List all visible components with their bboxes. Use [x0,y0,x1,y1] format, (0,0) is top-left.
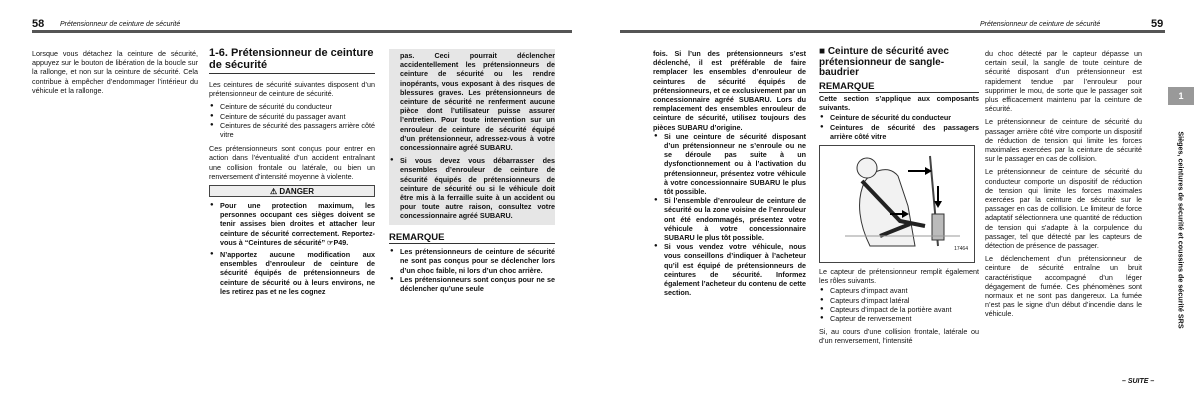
sensor-list [819,286,979,323]
paragraph: Le prétensionneur de ceinture de sécurité du conducteur comporte un dispositif de réduction de tension qui limite les forces maximales exercées par la ceinture de sécurité sur le passager en cas de collision. Le limiteur de force adaptatif sélectionnera une quantité de réduction de tension qui s’adapte à la corpulence du passager, tel que détecté par les capteurs de détection de présence de passager. [985,167,1142,251]
list-item: ● Si une ceinture de sécurité disposant d’un prétensionneur ne s’enroule ou ne se déroule pas suite à un dysfonctionnement ou à l’activation du prétensionneur, présentez votre véhicule à votre concessionnaire SUBARU le plus tôt possible. [653,132,806,196]
section-title-text: Ceinture de sécurité avec prétensionneur de sangle-baudrier [819,46,949,78]
remark-title: REMARQUE [819,82,979,94]
list-item: ● Les prétensionneurs sont conçus pour ne se déclencher qu’une seule [389,275,555,293]
list-item: ● Si vous vendez votre véhicule, nous vous conseillons d’indiquer à l’acheteur qu’il est équipé de prétensionneurs de ceintures de sécurité. Informez également l’acheteur du contenu de cette section. [653,242,806,297]
seatbelt-pretensioner-figure [820,146,974,262]
side-chapter-title-text: Sièges, ceintures de sécurité et coussins de sécurité SRS [1176,131,1186,329]
square-bullet-icon: ■ [819,46,828,57]
list-item: ● N’apportez aucune modification aux ensembles d’enrouleur de ceinture de sécurité équipés de prétensionneurs de ceinture de sécurité ou à leurs environs, ne les retirez pas et ne les cognez [209,250,375,296]
paragraph: Si, au cours d’une collision frontale, latérale ou d’un renversement, l’intensité [819,327,979,346]
list-item: ● Capteurs d’impact avant [819,286,979,295]
section-title [819,47,979,79]
right-column-3 [985,49,1142,323]
header-rule-left [32,30,572,33]
left-column-3 [389,49,555,293]
left-column-2 [209,47,375,296]
list-item: ● Capteurs d’impact latéral [819,296,979,305]
list-item: ● Capteur de renversement [819,314,979,323]
danger-continuation [389,49,555,225]
danger-list [209,201,375,296]
bullet-list [653,132,806,298]
list-item: ● Ceinture de sécurité du conducteur [209,102,375,111]
paragraph: Cette section s’applique aux composants suivants. [819,94,979,113]
list-item: ● Ceintures de sécurité des passagers arrière côté vitre [819,123,979,141]
section-title: 1-6. Prétensionneur de ceinture de sécurité [209,47,375,74]
remark-list [819,113,979,141]
page-header-left: Prétensionneur de ceinture de sécurité [60,21,181,28]
paragraph: Ces prétensionneurs sont conçus pour entrer en action dans l’éventualité d’un accident entraînant une collision frontale ou latérale, ou bien un renversement d’intensité moyenne à violente. [209,144,375,181]
remark-title: REMARQUE [389,233,555,245]
paragraph: Les ceintures de sécurité suivantes disposent d’un prétensionneur de ceinture de sécurité. [209,80,375,99]
page-number-right: 59 [1151,18,1164,30]
paragraph: pas. Ceci pourrait déclencher accidentellement les prétensionneurs de ceinture de sécurité ou les rendre inopérants, vous exposant à des risques de blessures graves. Les prétensionneurs de ceinture de sécurité ne renferment aucune pièce dont l’utilisateur puisse assurer l’entretien. Pour toute intervention sur un enrouleur de ceinture de sécurité équipé d’un prétensionneur, adressez-vous à votre concessionnaire agréé SUBARU. [400,51,555,153]
list-item: ● Ceintures de sécurité des passagers arrière côté vitre [209,121,375,139]
chapter-tab: 1 [1168,87,1194,105]
continued-footer: – SUITE – [1122,378,1155,385]
danger-label: DANGER [279,187,315,197]
bullet-list [209,102,375,139]
seatbelt-illustration [819,145,975,263]
paragraph: fois. Si l’un des prétensionneurs s’est déclenché, il est préférable de faire remplacer les ensembles d’enrouleur de ceintures de sécurité équipés de prétensionneurs, et ce exclusivement par un concessionnaire agréé SUBARU. Lors du remplacement des ensembles enrouleur de ceinture de sécurité, utilisez toujours des pièces SUBARU d’origine. [653,49,806,132]
right-column-2 [819,47,979,350]
paragraph: Lorsque vous détachez la ceinture de sécurité, appuyez sur le bouton de libération de la boucle sur la rallonge, et non sur la ceinture de sécurité. Cela contribue à empêcher d’endommager l’intérieur du véhicule et la rallonge. [32,49,198,95]
list-item: ● Capteurs d’impact de la portière avant [819,305,979,314]
paragraph: Le capteur de prétensionneur remplit également les rôles suivants. [819,267,979,286]
header-rule-right [620,30,1165,33]
left-column-1 [32,49,198,99]
list-item: ● Les prétensionneurs de ceinture de sécurité ne sont pas conçus pour se déclencher lors d’un choc faible, ni lors d’un choc arrière. [389,247,555,275]
list-item: ● Pour une protection maximum, les personnes occupant ces sièges doivent se tenir assises bien droites et attacher leur ceinture de sécurité correctement. Reportez-vous à “Ceintures de sécurité” ☞P49. [209,201,375,247]
paragraph: Le déclenchement d’un prétensionneur de ceinture de sécurité entraîne un bruit caractéristique accompagné d’un léger dégagement de fumée. Ces phénomènes sont normaux et ne sont pas dangereux. La fumée n’est pas le signe d’un début d’incendie dans le véhicule. [985,254,1142,319]
page-header-right: Prétensionneur de ceinture de sécurité [980,21,1101,28]
side-chapter-title [1171,110,1191,350]
right-column-1 [653,49,806,297]
paragraph: du choc détecté par le capteur dépasse un certain seuil, la sangle de toute ceinture de sécurité disposant d’un prétensionneur est rapidement tendue par l’enrouleur pour supprimer le mou, de sorte que le passager soit plus efficacement maintenu par la ceinture de sécurité. [985,49,1142,114]
list-item: ● Ceinture de sécurité du passager avant [209,112,375,121]
remark-list [389,247,555,293]
warning-triangle-icon: ⚠ [269,187,280,197]
list-item: ● Si l’ensemble d’enrouleur de ceinture de sécurité ou la zone voisine de l’enrouleur ont été endommagés, présentez votre véhicule à votre concessionnaire SUBARU le plus tôt possible. [653,196,806,242]
paragraph: Le prétensionneur de ceinture de sécurité du passager arrière côté vitre comporte un dispositif de réduction de tension qui limite les forces maximales exercées par la ceinture de sécurité sur le passager en cas de collision. [985,117,1142,164]
danger-banner [209,185,375,197]
list-item: ● Si vous devez vous débarrasser des ensembles d’enrouleur de ceinture de sécurité équipés de prétensionneurs de ceinture de sécurité ou si le véhicule doit être mis à la ferraille suite à un accident ou pour toute autre raison, consultez votre concessionnaire agréé SUBARU. [389,156,555,220]
page-number-left: 58 [32,18,45,30]
figure-code: 17464 [954,245,968,252]
list-item: ● Ceinture de sécurité du conducteur [819,113,979,122]
bullet-list [389,156,555,220]
